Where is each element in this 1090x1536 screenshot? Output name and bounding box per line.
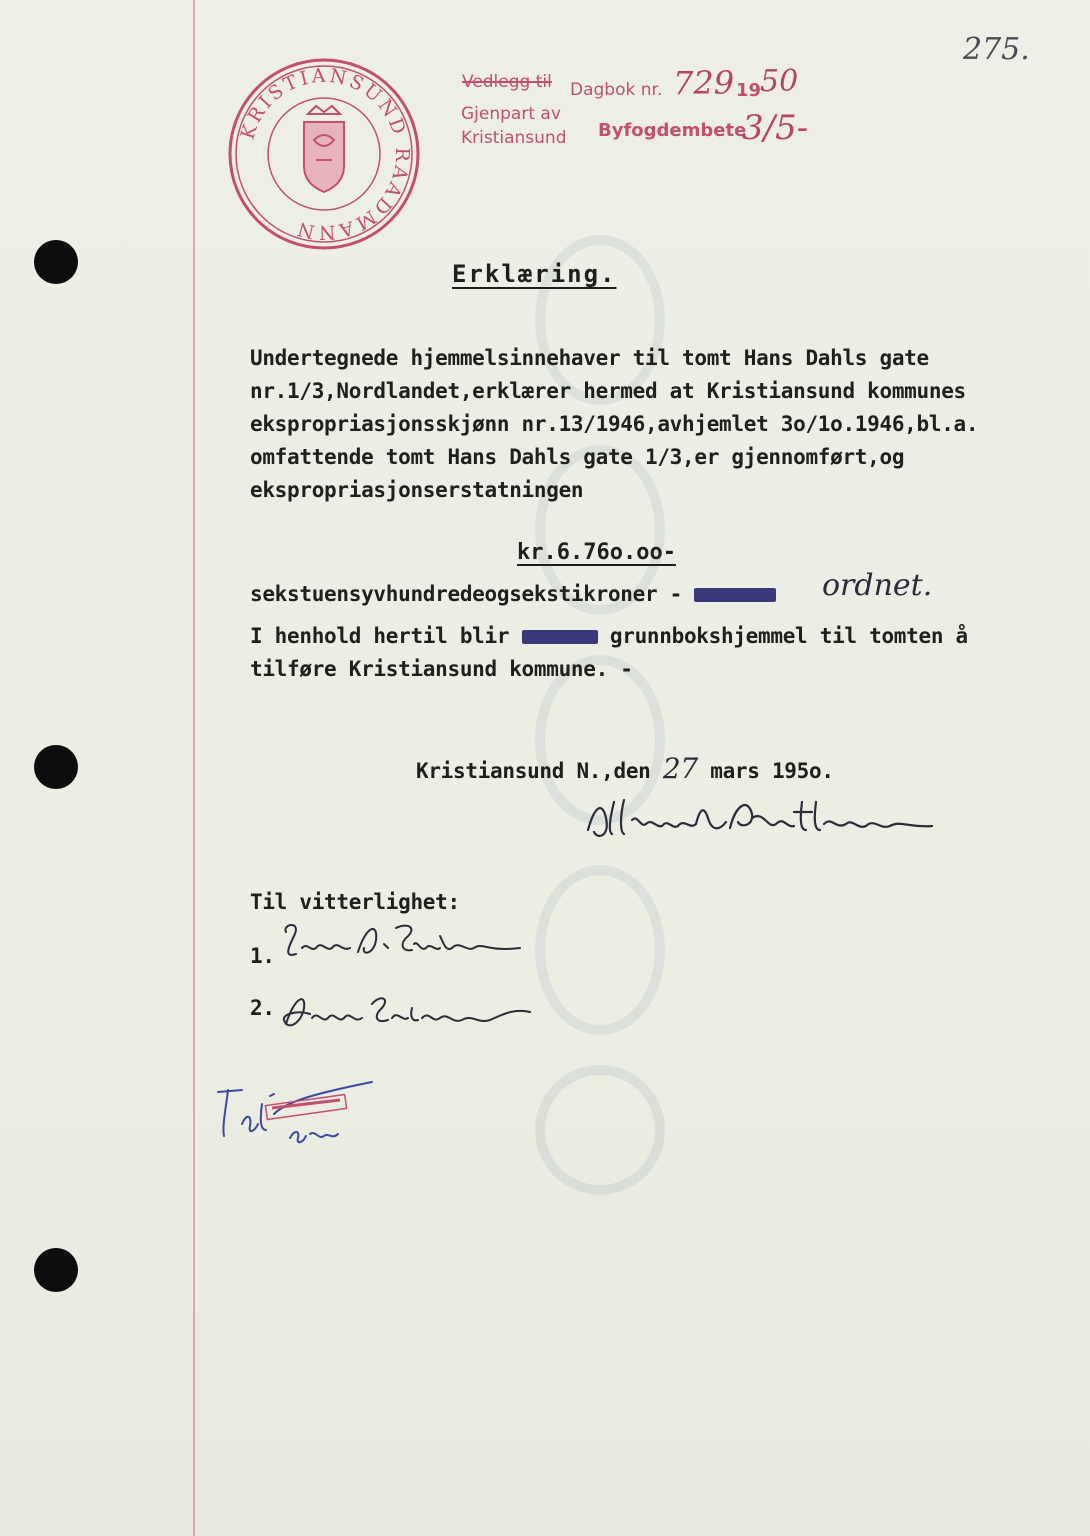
vedlegg-label: Vedlegg til [462, 72, 552, 92]
witness-1-number: 1. [250, 944, 275, 968]
municipal-seal [226, 56, 422, 252]
punch-hole-top [34, 240, 78, 284]
document-title: Erklæring. [452, 260, 617, 288]
punch-hole-bottom [34, 1248, 78, 1292]
henhold-end: grunnbokshjemmel til tomten å [609, 624, 968, 648]
tilfore-line: tilføre Kristiansund kommune. - [250, 657, 633, 681]
henhold-line [250, 624, 968, 648]
date-place: Kristiansund N.,den [416, 759, 651, 783]
amount-words-line [250, 582, 776, 606]
gjenpart-label: Gjenpart av [461, 104, 561, 124]
struck-word-betalt [694, 588, 776, 602]
dagbok-label: Dagbok nr. [570, 80, 663, 100]
date-rest: mars 195o. [710, 759, 834, 783]
witness-2-signature [280, 988, 540, 1038]
margin-line [193, 0, 195, 1536]
office-name: Byfogdembete [598, 120, 747, 141]
struck-word-tomten [522, 630, 598, 644]
office-place: Kristiansund [461, 128, 567, 148]
year-handwritten: 50 [760, 64, 799, 99]
henhold-start: I henhold hertil blir [250, 624, 510, 648]
date-day: 27 [662, 752, 698, 785]
page-number: 275. [963, 32, 1030, 67]
witness-1-signature [280, 918, 530, 968]
punch-hole-middle [34, 745, 78, 789]
svg-text:KRISTIANSUND RAADMANN: KRISTIANSUND RAADMANN [236, 64, 414, 244]
witness-label: Til vitterlighet: [250, 890, 460, 914]
date-line [416, 752, 834, 785]
body-line-5: ekspropriasjonserstatningen [250, 478, 584, 502]
header-date: 3/5- [742, 108, 809, 148]
dagbok-number: 729 [673, 64, 735, 102]
amount-words: sekstuensyvhundredeogsekstikroner - [250, 582, 683, 606]
body-line-1: Undertegnede hjemmelsinnehaver til tomt Hans Dahls gate [250, 346, 929, 370]
handwritten-ordnet: ordnet. [822, 568, 933, 603]
witness-2-number: 2. [250, 996, 275, 1020]
margin-annotation [212, 1074, 382, 1154]
amount: kr.6.76o.oo- [517, 540, 676, 565]
body-line-2: nr.1/3,Nordlandet,erklærer hermed at Kristiansund kommunes [250, 379, 966, 403]
signature-main [580, 788, 940, 848]
year-printed: 19 [736, 80, 762, 101]
body-line-4: omfattende tomt Hans Dahls gate 1/3,er gjennomført,og [250, 445, 905, 469]
body-line-3: ekspropriasjonsskjønn nr.13/1946,avhjemlet 3o/1o.1946,bl.a. [250, 412, 979, 436]
